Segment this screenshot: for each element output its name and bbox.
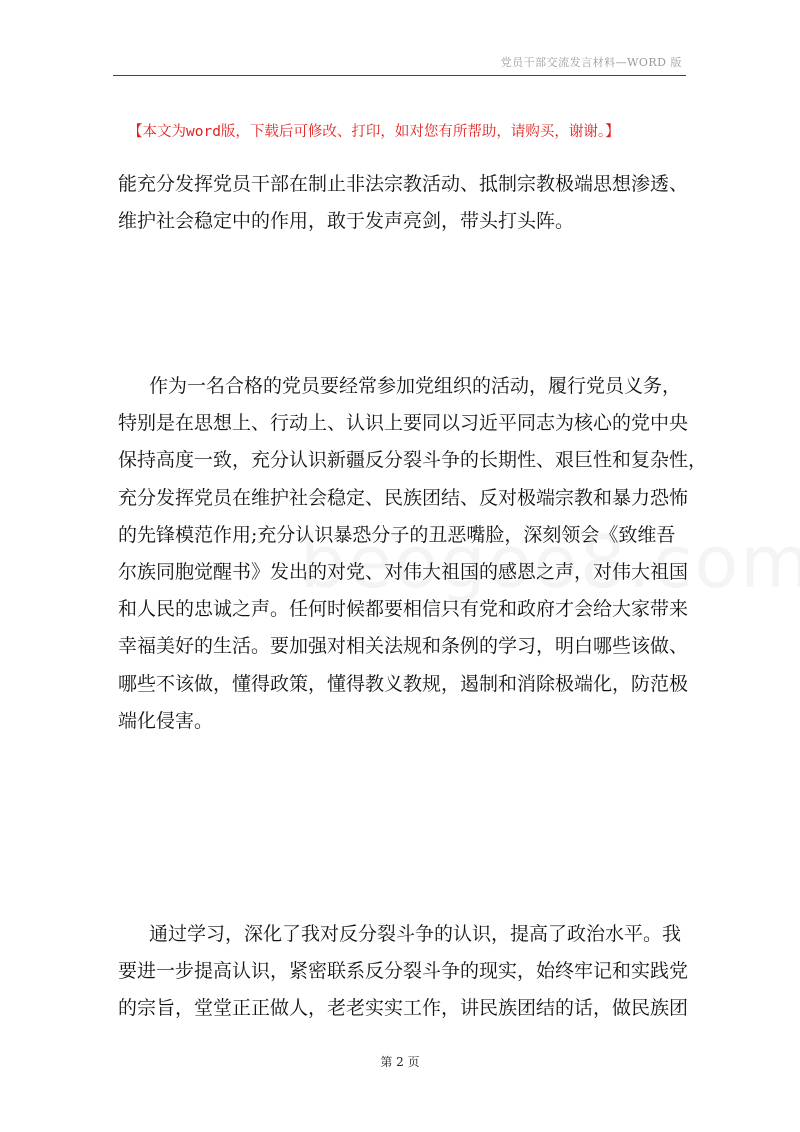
text-line: 尔族同胞觉醒书》发出的对党、对伟大祖国的感恩之声，对伟大祖国 [118, 561, 689, 584]
text-line: 幸福美好的生活。要加强对相关法规和条例的学习，明白哪些该做、 [118, 635, 689, 658]
page-number: 第 2 页 [380, 1055, 420, 1069]
text-line: 哪些不该做，懂得政策，懂得教义教规，遏制和消除极端化，防范极 [118, 672, 689, 695]
text-line: 作为一名合格的党员要经常参加党组织的活动，履行党员义务， [149, 375, 682, 397]
text-line: 能充分发挥党员干部在制止非法宗教活动、抵制宗教极端思想渗透、 [118, 173, 689, 195]
paragraph-1 [118, 166, 688, 240]
paragraph-2 [118, 368, 708, 740]
paragraph-3 [118, 916, 688, 1028]
text-line: 通过学习，深化了我对反分裂斗争的认识，提高了政治水平。我 [149, 923, 682, 945]
header-divider [113, 75, 686, 76]
text-line: 维护社会稳定中的作用，敢于发声亮剑，带头打头阵。 [118, 210, 575, 233]
text-line: 和人民的忠诚之声。任何时候都要相信只有党和政府才会给大家带来 [118, 598, 689, 621]
text-line: 充分发挥党员在维护社会稳定、民族团结、反对极端宗教和暴力恐怖 [118, 486, 689, 509]
download-notice: 【本文为word版，下载后可修改、打印，如对您有所帮助，请购买，谢谢。】 [128, 124, 620, 140]
text-line: 保持高度一致，充分认识新疆反分裂斗争的长期性、艰巨性和复杂性， [118, 449, 708, 472]
text-line: 端化侵害。 [118, 709, 214, 732]
text-line: 要进一步提高认识，紧密联系反分裂斗争的现实，始终牢记和实践党 [118, 960, 689, 983]
text-line: 的先锋模范作用;充分认识暴恐分子的丑恶嘴脸，深刻领会《致维吾 [118, 523, 676, 546]
header-title: 党员干部交流发言材料—WORD 版 [500, 56, 682, 69]
text-line: 的宗旨，堂堂正正做人，老老实实工作，讲民族团结的话，做民族团 [118, 997, 689, 1020]
text-line: 特别是在思想上、行动上、认识上要同以习近平同志为核心的党中央 [118, 412, 689, 435]
